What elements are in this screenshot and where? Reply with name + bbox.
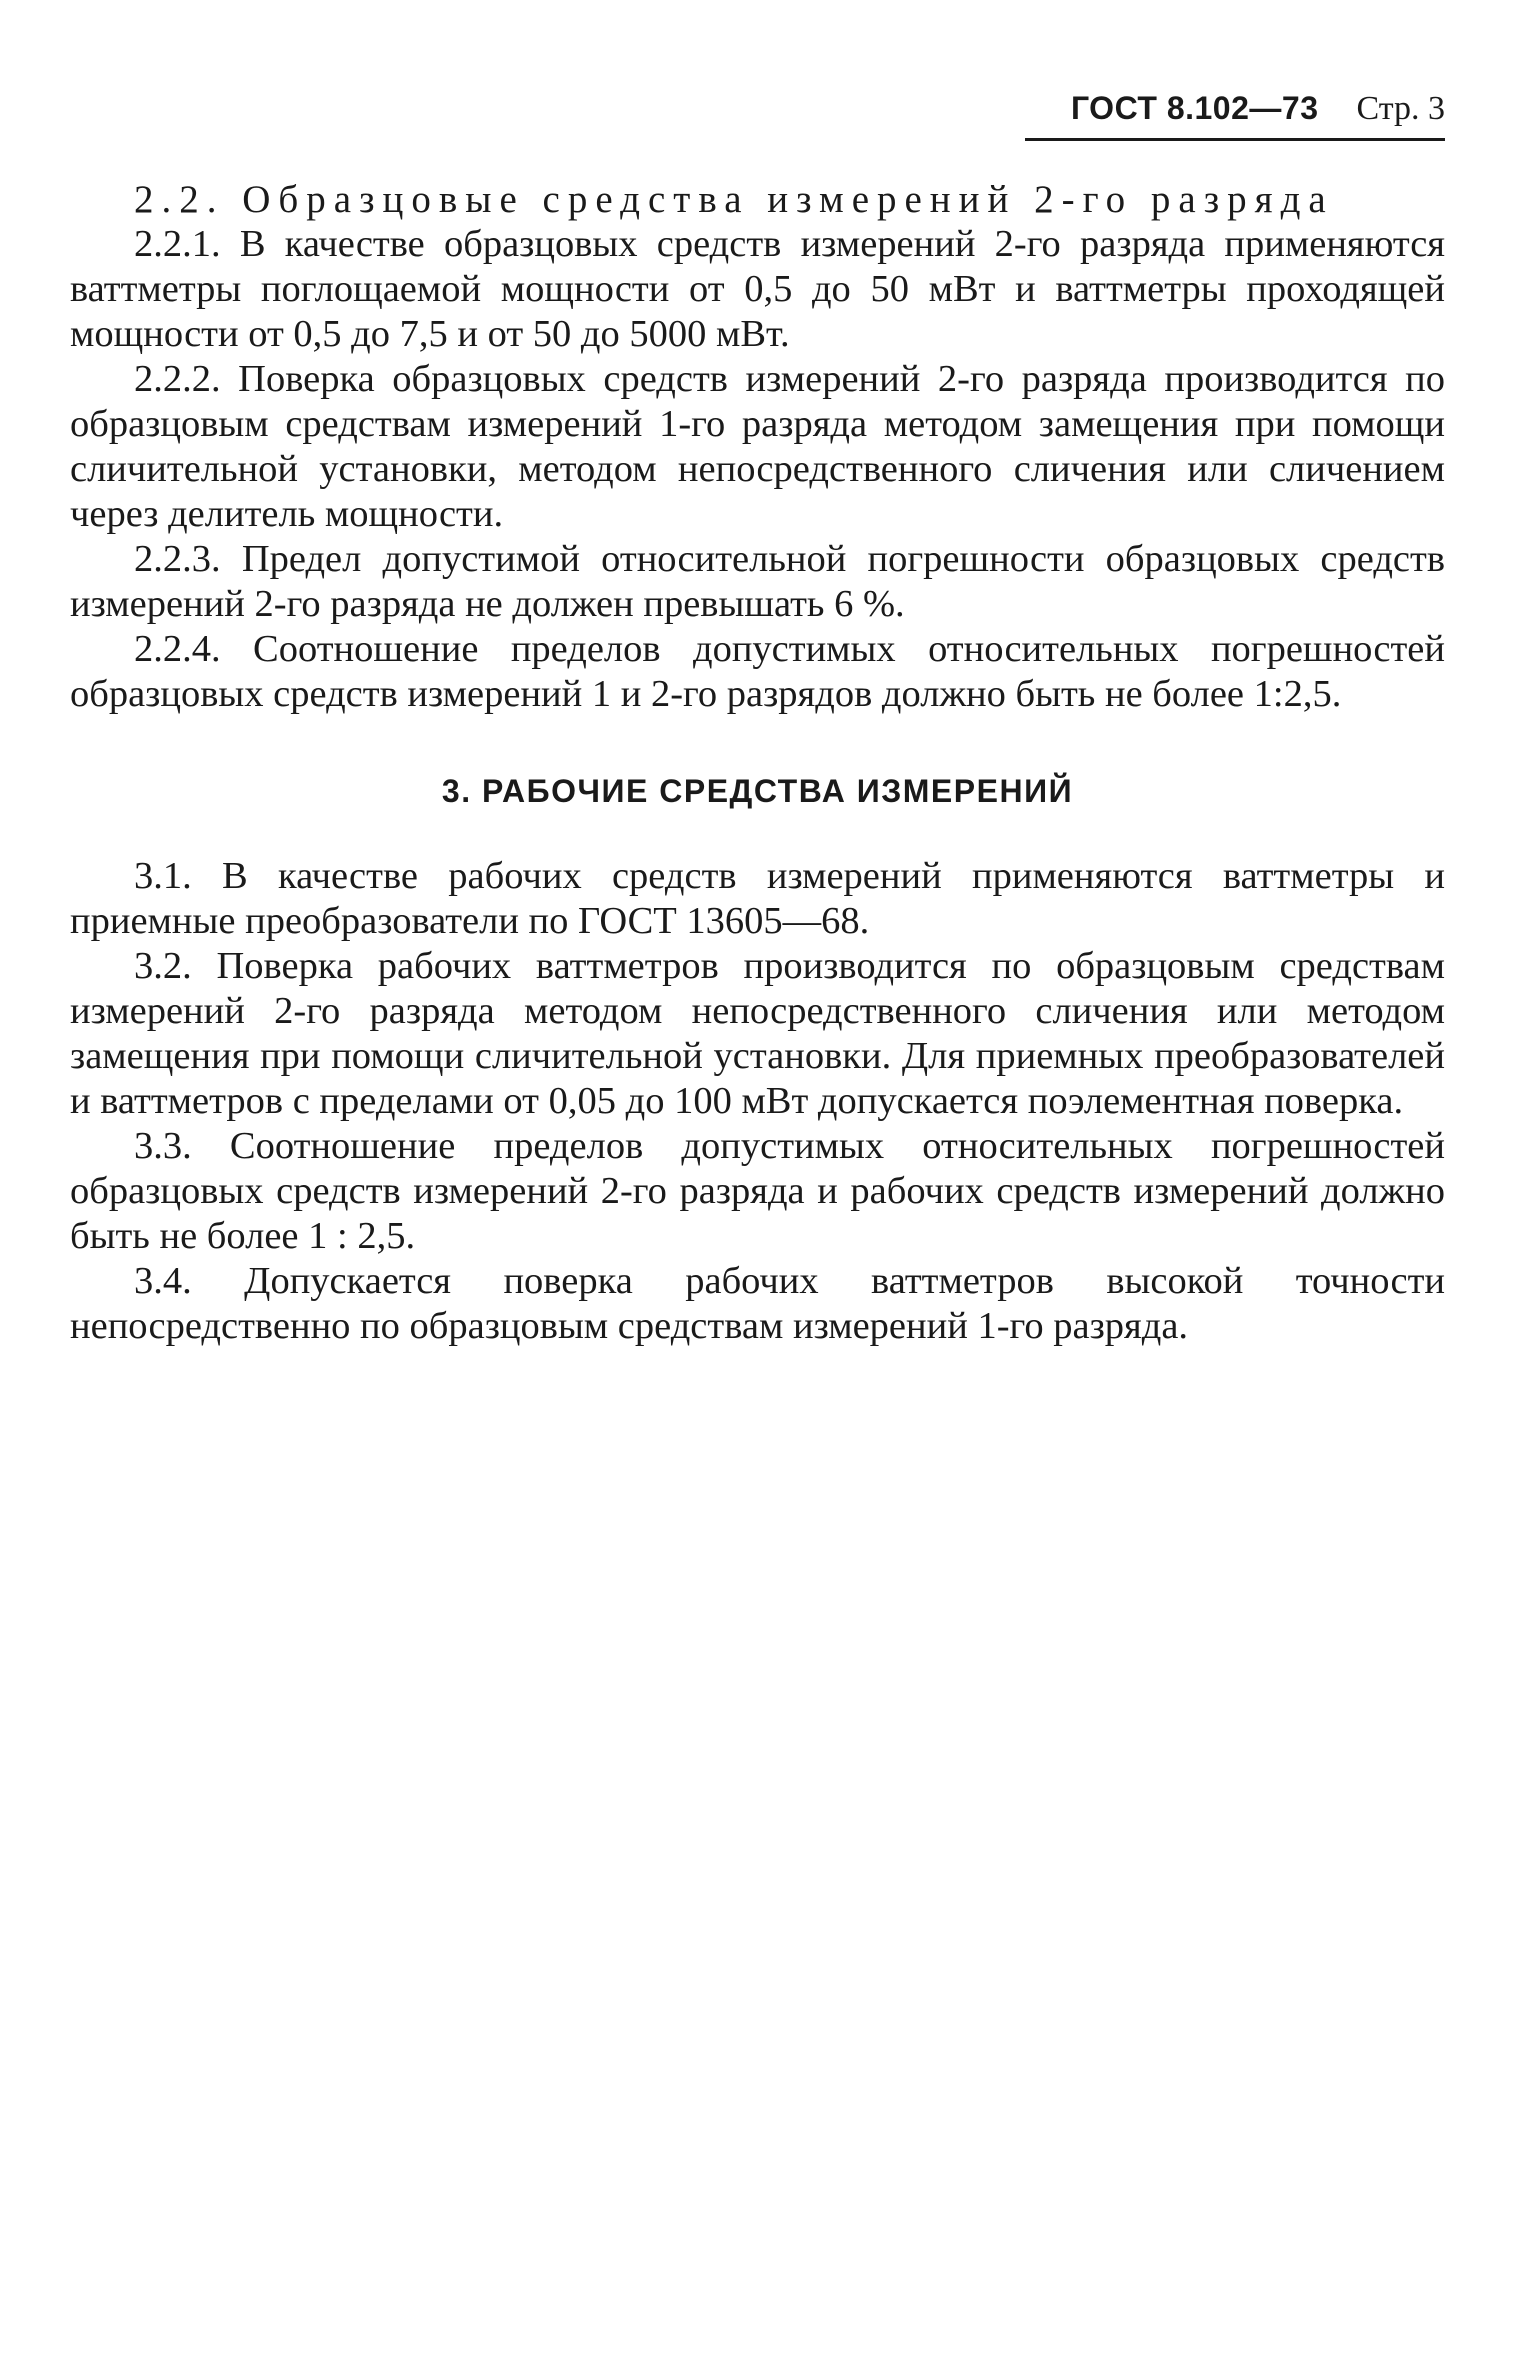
document-page bbox=[70, 90, 1445, 1349]
paragraph-2-2-4: 2.2.4. Соотношение пределов допустимых относительных погрешностей образцовых средств измерений 1 и 2-го разрядов должно быть не более 1:2,5. bbox=[70, 628, 1445, 715]
page-header bbox=[1025, 90, 1445, 141]
paragraph-2-2-1: 2.2.1. В качестве образцовых средств измерений 2-го разряда применяются ваттметры поглощаемой мощности от 0,5 до 50 мВт и ваттметры проходящей мощности от 0,5 до 7,5 и от 50 до 5000 мВт. bbox=[70, 223, 1445, 355]
page-number: Стр. 3 bbox=[1356, 90, 1445, 127]
subsection-heading-2-2: 2.2. Образцовые средства измерений 2-го разряда bbox=[134, 178, 1334, 221]
gost-code: ГОСТ 8.102—73 bbox=[1070, 90, 1319, 126]
section-title-3: 3. РАБОЧИЕ СРЕДСТВА ИЗМЕРЕНИЙ bbox=[441, 773, 1074, 809]
paragraph-3-3: 3.3. Соотношение пределов допустимых относительных погрешностей образцовых средств измерений 2-го разряда и рабочих средств измерений должно быть не более 1 : 2,5. bbox=[70, 1125, 1445, 1257]
paragraph-3-1: 3.1. В качестве рабочих средств измерений применяются ваттметры и приемные преобразователи по ГОСТ 13605—68. bbox=[70, 855, 1445, 942]
paragraph-3-2: 3.2. Поверка рабочих ваттметров производится по образцовым средствам измерений 2-го разряда методом непосредственного сличения или методом замещения при помощи сличительной установки. Для приемных преобразователей и ваттметров с пределами от 0,05 до 100 мВт допускается поэлементная поверка. bbox=[70, 945, 1445, 1122]
paragraph-2-2-2: 2.2.2. Поверка образцовых средств измерений 2-го разряда производится по образцовым средствам измерений 1-го разряда методом замещения при помощи сличительной установки, методом непосредственного сличения или сличением через делитель мощности. bbox=[70, 358, 1445, 535]
paragraph-3-4: 3.4. Допускается поверка рабочих ваттметров высокой точности непосредственно по образцовым средствам измерений 1-го разряда. bbox=[70, 1260, 1445, 1347]
paragraph-2-2-3: 2.2.3. Предел допустимой относительной погрешности образцовых средств измерений 2-го разряда не должен превышать 6 %. bbox=[70, 538, 1445, 625]
